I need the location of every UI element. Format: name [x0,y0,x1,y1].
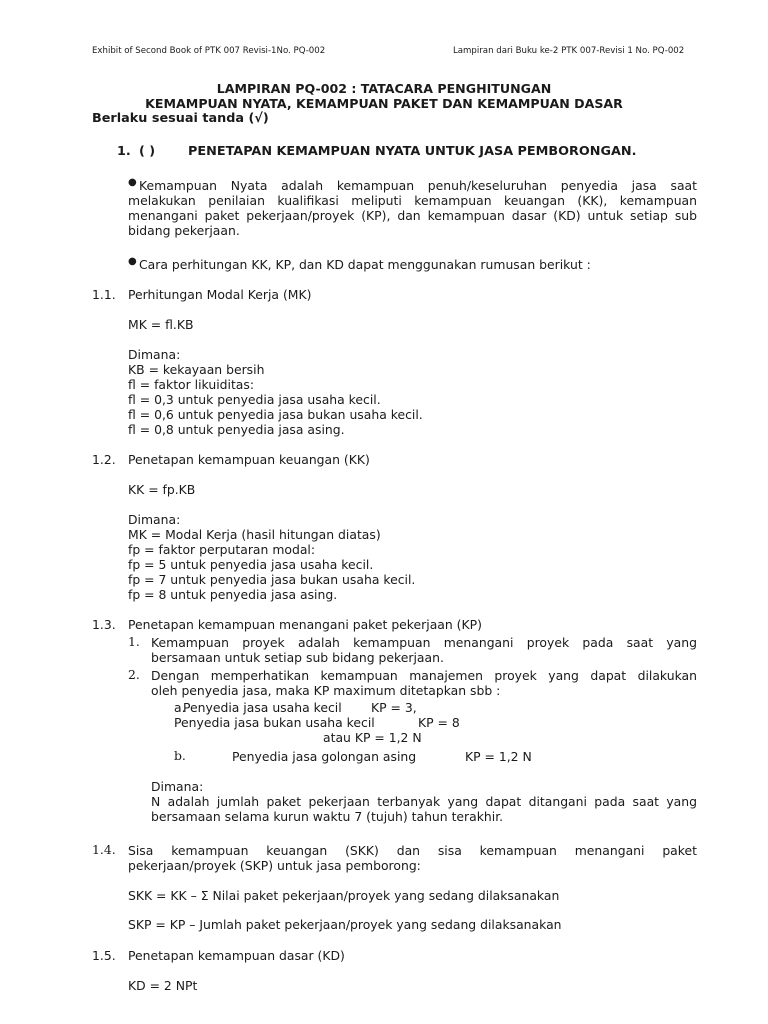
formula: KD = 2 NPt [128,978,198,993]
text-line: Dimana: [151,779,204,794]
kp-value: KP = 3, [371,700,417,715]
formula: MK = fl.KB [128,317,194,332]
bullet-dot: ● [128,256,137,267]
section-checkbox: ( ) [139,144,156,159]
subsection-title: Perhitungan Modal Kerja (MK) [128,287,312,302]
sublist-text: Penyedia jasa golongan asing [232,749,417,764]
header-right: Lampiran dari Buku ke-2 PTK 007-Revisi 1 No. PQ-002 [453,46,685,56]
subsection-title: Penetapan kemampuan keuangan (KK) [128,452,370,467]
subsection-number: 1.1. [92,287,116,302]
text-line: fp = 8 untuk penyedia jasa asing. [128,587,338,602]
text-line: fl = 0,6 untuk penyedia jasa bukan usaha kecil. [128,407,423,422]
list-number: 2. [128,667,140,682]
text-line: MK = Modal Kerja (hasil hitungan diatas) [128,527,381,542]
subsection-number: 1.4. [92,842,116,857]
sublist-text: Penyedia jasa usaha kecil [183,700,342,715]
formula: SKK = KK – Σ Nilai paket pekerjaan/proyek yang sedang dilaksanakan [128,888,560,903]
text-line: Dimana: [128,347,181,362]
text-line: fp = faktor perputaran modal: [128,542,316,557]
text-line: KB = kekayaan bersih [128,362,265,377]
header-left: Exhibit of Second Book of PTK 007 Revisi-1No. PQ-002 [92,46,326,56]
text-line: fl = 0,8 untuk penyedia jasa asing. [128,422,345,437]
text-line: N adalah jumlah paket pekerjaan terbanyak yang dapat ditangani pada saat yang [151,794,697,809]
document-title-line2: KEMAMPUAN NYATA, KEMAMPUAN PAKET DAN KEMAMPUAN DASAR [145,96,623,111]
subsection-title: Penetapan kemampuan menangani paket pekerjaan (KP) [128,617,482,632]
bullet-dot: ● [128,177,137,188]
list-item-1-line1: Kemampuan proyek adalah kemampuan menangani proyek pada saat yang [151,635,697,650]
list-item-2-line1: Dengan memperhatikan kemampuan manajemen proyek yang dapat dilakukan [151,668,697,683]
subsection-number: 1.3. [92,617,116,632]
bullet-1-line3: menangani paket pekerjaan/proyek (KP), dan kemampuan dasar (KD) untuk setiap sub [128,208,697,223]
formula: SKP = KP – Jumlah paket pekerjaan/proyek yang sedang dilaksanakan [128,917,562,932]
document-title-line1: LAMPIRAN PQ-002 : TATACARA PENGHITUNGAN [216,81,552,96]
bullet-1-line2: melakukan penilaian kualifikasi meliputi kemampuan keuangan (KK), kemampuan [128,193,697,208]
text-line: fl = 0,3 untuk penyedia jasa usaha kecil. [128,392,381,407]
subsection-number: 1.2. [92,452,116,467]
kp-alternative: atau KP = 1,2 N [323,730,422,745]
text-line: Sisa kemampuan keuangan (SKK) dan sisa kemampuan menangani paket [128,843,697,858]
text-line: fp = 5 untuk penyedia jasa usaha kecil. [128,557,374,572]
subsection-number: 1.5. [92,948,116,963]
section-heading: PENETAPAN KEMAMPUAN NYATA UNTUK JASA PEMBORONGAN. [188,144,637,159]
bullet-2: Cara perhitungan KK, KP, dan KD dapat menggunakan rumusan berikut : [139,257,591,272]
sublist-label-b: b. [174,748,186,763]
text-line: Dimana: [128,512,181,527]
subsection-title: Penetapan kemampuan dasar (KD) [128,948,345,963]
list-number: 1. [128,634,140,649]
validity-note: Berlaku sesuai tanda (√) [92,111,269,126]
bullet-1-line4: bidang pekerjaan. [128,223,240,238]
list-item-2-line2: oleh penyedia jasa, maka KP maximum ditetapkan sbb : [151,683,501,698]
section-number: 1. [117,144,131,159]
formula: KK = fp.KB [128,482,196,497]
text-line: bersamaan selama kurun waktu 7 (tujuh) tahun terakhir. [151,809,504,824]
kp-value: KP = 8 [418,715,460,730]
sublist-text: Penyedia jasa bukan usaha kecil [174,715,375,730]
text-line: pekerjaan/proyek (SKP) untuk jasa pemborong: [128,858,421,873]
sublist-label-a: a. [174,700,186,715]
list-item-1-line2: bersamaan untuk setiap sub bidang pekerjaan. [151,650,444,665]
text-line: fl = faktor likuiditas: [128,377,255,392]
kp-value: KP = 1,2 N [465,749,532,764]
bullet-1-line1: Kemampuan Nyata adalah kemampuan penuh/keseluruhan penyedia jasa saat [139,178,697,193]
text-line: fp = 7 untuk penyedia jasa bukan usaha kecil. [128,572,416,587]
